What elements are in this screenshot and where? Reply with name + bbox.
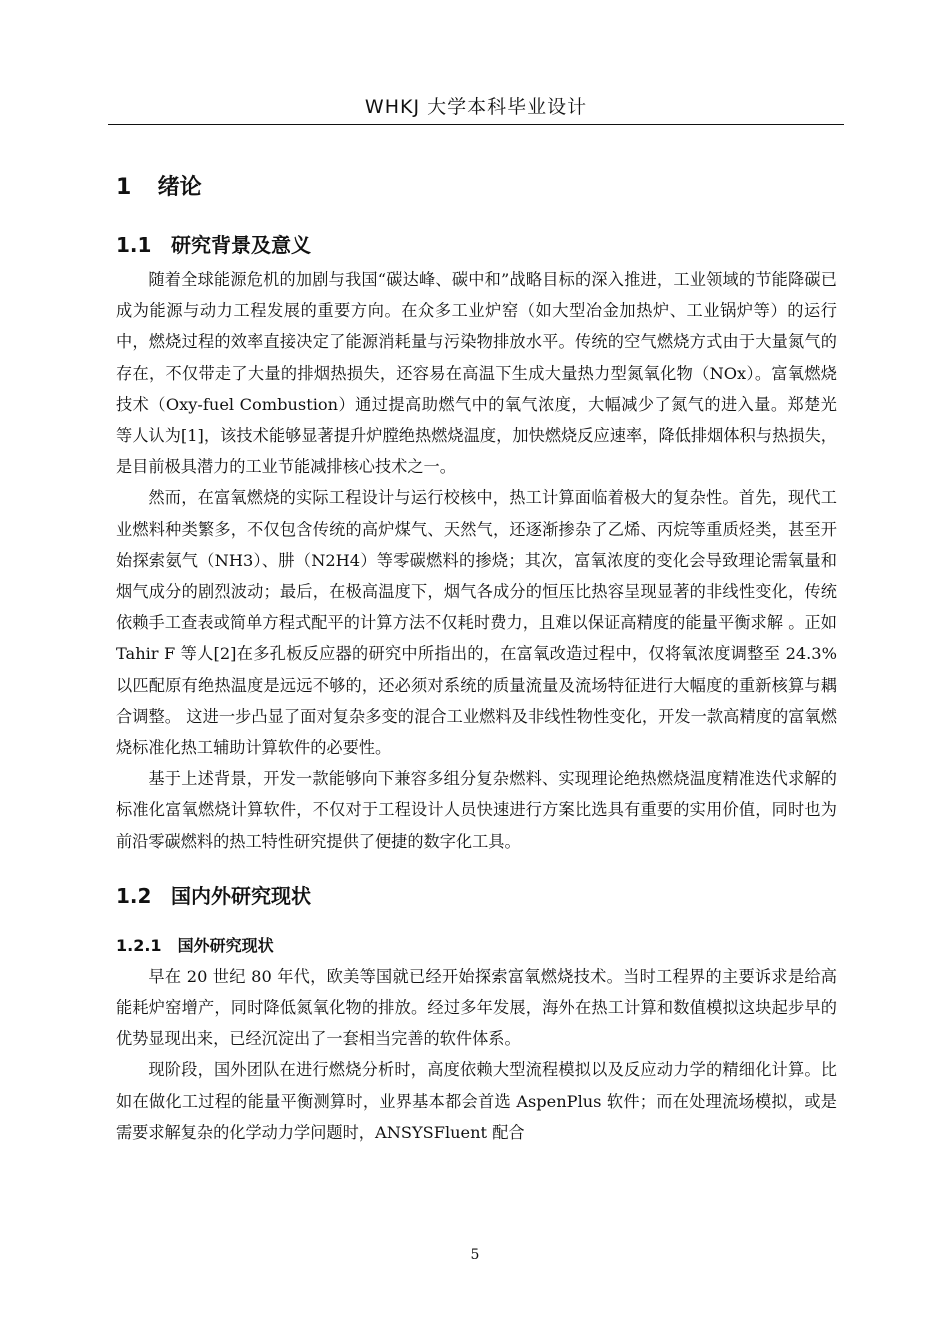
page-number: 5 — [470, 1247, 480, 1263]
paragraph-foreign-history: 早在 20 世纪 80 年代，欧美等国就已经开始探索富氧燃烧技术。当时工程界的主要诉求是给高能耗炉窑增产，同时降低氮氧化物的排放。经过多年发展，海外在热工计算和数值模拟这块起步早的优势显现出来，已经沉淀出了一套相当完善的软件体系。 — [116, 966, 837, 1049]
chapter-heading — [116, 168, 837, 208]
chapter-number: 1 — [116, 175, 132, 200]
subsection-number: 1.2.1 — [116, 935, 162, 955]
page-content — [116, 168, 837, 1148]
paragraph-complexity: 然而，在富氧燃烧的实际工程设计与运行校核中，热工计算面临着极大的复杂性。首先，现代工业燃料种类繁多，不仅包含传统的高炉煤气、天然气，还逐渐掺杂了乙烯、丙烷等重质烃类，甚至开始探索氨气（NH3）、肼（N2H4）等零碳燃料的掺烧；其次，富氧浓度的变化会导致理论需氧量和烟气成分的剧烈波动；最后，在极高温度下，烟气各成分的恒压比热容呈现显著的非线性变化，传统依赖手工查表或简单方程式配平的计算方法不仅耗时费力，且难以保证高精度的能量平衡求解 。正如 Tahir F 等人[2]在多孔板反应器的研究中所指出的，在富氧改造过程中，仅将氧浓度调整至 24.3%以匹配原有绝热温度是远远不够的，还必须对系统的质量流量及流场特征进行大幅度的重新核算与耦合调整。 这进一步凸显了面对复杂多变的混合工业燃料及非线性物性变化，开发一款高精度的富氧燃烧标准化热工辅助计算软件的必要性。 — [116, 488, 837, 758]
paragraph-foreign-current: 现阶段，国外团队在进行燃烧分析时，高度依赖大型流程模拟以及反应动力学的精细化计算。比如在做化工过程的能量平衡测算时，业界基本都会首选 AspenPlus 软件；而在处理流场模拟，或是需要求解复杂的化学动力学问题时，ANSYSFluent 配合 — [116, 1060, 837, 1142]
page-header — [108, 90, 844, 125]
section-number: 1.1 — [116, 233, 152, 257]
section-heading-1-2 — [116, 879, 837, 913]
paragraph-motivation: 基于上述背景，开发一款能够向下兼容多组分复杂燃料、实现理论绝热燃烧温度精准迭代求解的标准化富氧燃烧计算软件，不仅对于工程设计人员快速进行方案比选具有重要的实用价值，同时也为前沿零碳燃料的热工特性研究提供了便捷的数字化工具。 — [116, 769, 837, 851]
section-title: 国内外研究现状 — [170, 883, 311, 908]
section-heading-1-1 — [116, 228, 837, 262]
subsection-heading-1-2-1 — [116, 931, 837, 961]
chapter-title: 绪论 — [157, 175, 202, 200]
subsection-title: 国外研究现状 — [177, 935, 274, 955]
paragraph-background: 随着全球能源危机的加剧与我国“碳达峰、碳中和”战略目标的深入推进，工业领域的节能降碳已成为能源与动力工程发展的重要方向。在众多工业炉窑（如大型冶金加热炉、工业锅炉等）的运行中，燃烧过程的效率直接决定了能源消耗量与污染物排放水平。传统的空气燃烧方式由于大量氮气的存在，不仅带走了大量的排烟热损失，还容易在高温下生成大量热力型氮氧化物（NOx）。富氧燃烧技术（Oxy-fuel Combustion）通过提高助燃气中的氧气浓度，大幅减少了氮气的进入量。郑楚光等人认为[1]，该技术能够显著提升炉膛绝热燃烧温度，加快燃烧反应速率，降低排烟体积与热损失，是目前极具潜力的工业节能减排核心技术之一。 — [116, 270, 837, 477]
section-title: 研究背景及意义 — [170, 233, 311, 257]
section-number: 1.2 — [116, 883, 152, 908]
header-title: WHKJ 大学本科毕业设计 — [364, 96, 588, 118]
